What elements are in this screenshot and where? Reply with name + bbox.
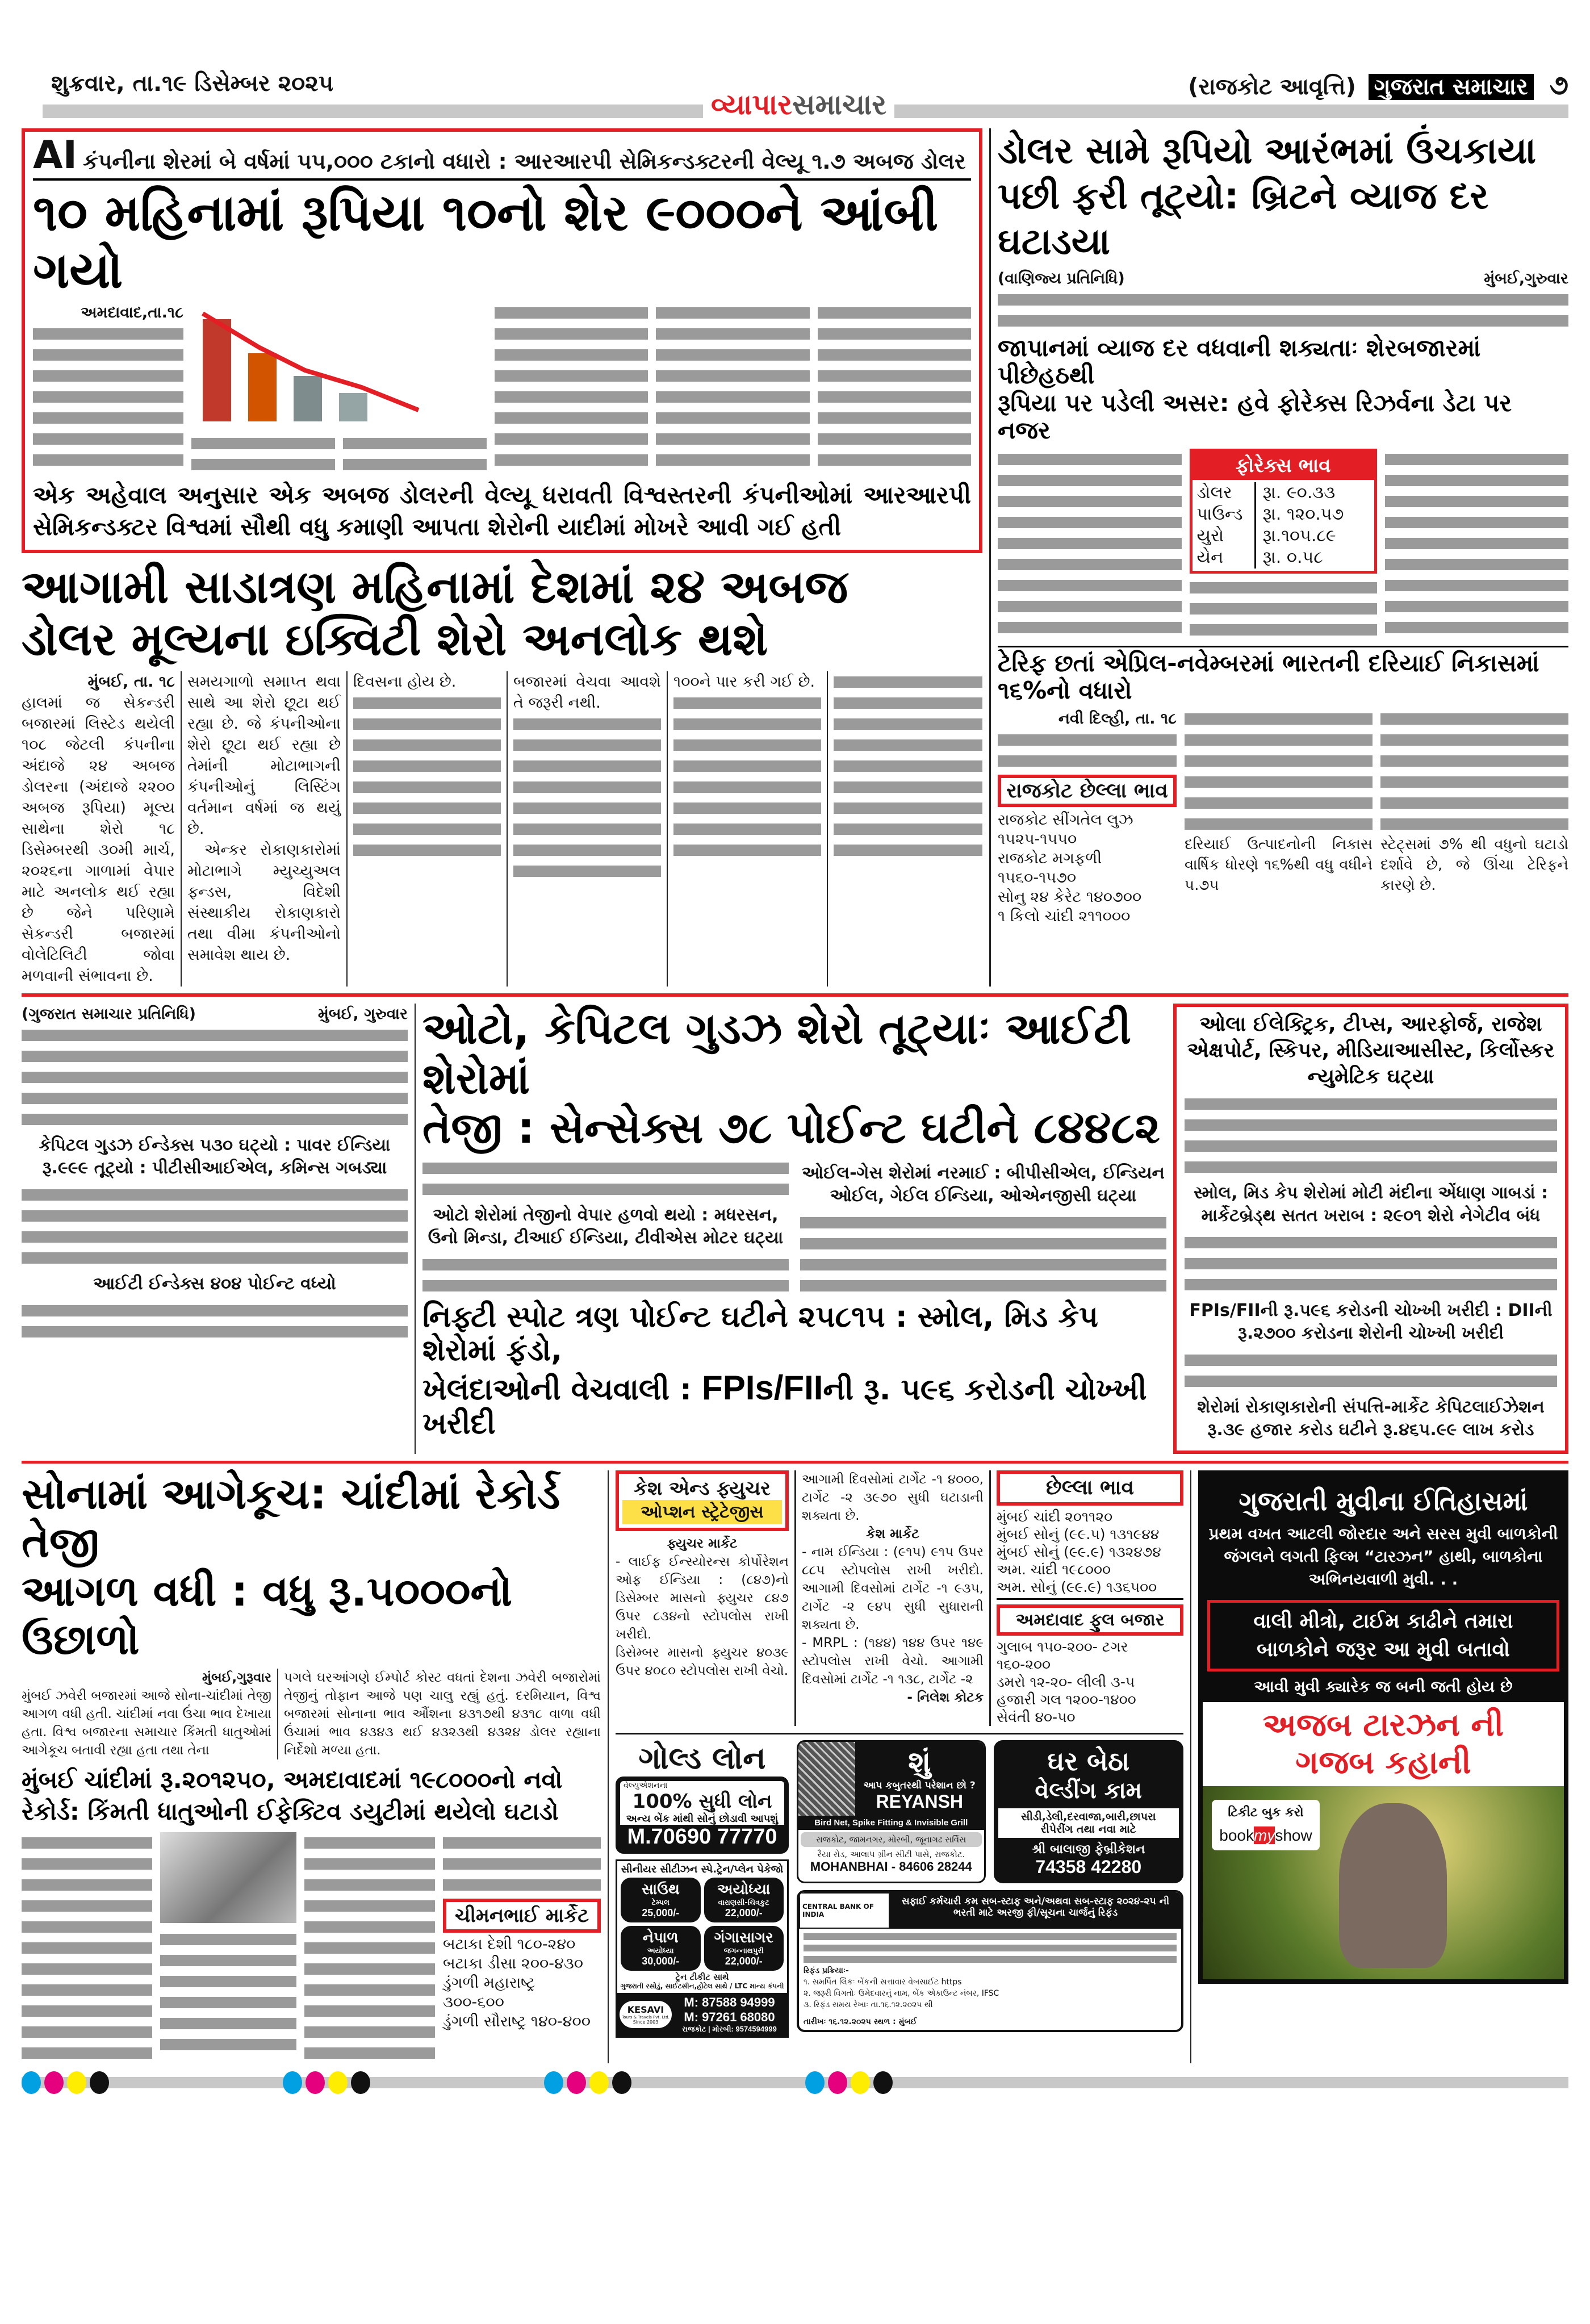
- registration-dot: [306, 2071, 325, 2094]
- rate-item: સેવંતી ૪૦-૫૦: [997, 1709, 1076, 1726]
- reyansh-question: આપ કબુતરથી પરેશાન છો ?: [863, 1780, 976, 1792]
- tours-phone: M: 97261 68080: [684, 2010, 775, 2025]
- bookmyshow-logo[interactable]: bookmyshow: [1219, 1826, 1312, 1845]
- book-ticket-text: ટિકીટ બુક કરો: [1228, 1805, 1304, 1820]
- rate-item: અમ. સોનું (૯૯.૯) ૧૩૬૫૦૦: [997, 1579, 1157, 1596]
- rate-item: ડમરો ૧૨-૨૦- લીલી ૩-૫: [997, 1674, 1135, 1691]
- welding-title-2: વેલ્ડીંગ કામ: [1035, 1778, 1143, 1804]
- nifty-headline-2b: FPIs/FII: [702, 1369, 823, 1407]
- registration-dot: [90, 2071, 109, 2094]
- bank-head: રિફંડ પ્રક્રિયાઃ-: [804, 1966, 849, 1976]
- gold-loan-ad: [616, 1740, 789, 1854]
- article-body-text: [1385, 449, 1569, 638]
- cash-head: કેશ માર્કેટ: [866, 1527, 919, 1542]
- section-logo-a: વ્યાપાર: [711, 88, 792, 121]
- nifty-headline-2a: ખેલંદાઓની વેચવાલી :: [422, 1373, 702, 1407]
- unlock-headline-1: આગામી સાડાત્રણ મહિનામાં દેશમાં ૨૪ અબજ: [22, 561, 848, 614]
- unlock-paragraph: સમયગાળો સમાપ્ત થવા સાથે આ શેરો છૂટા થઈ રહ્યા છે. જે કંપનીઓના શેરો છૂટા થઈ રહ્યા છે તેમાંની મોટાભાગની કંપનીઓનું લિસ્ટિંગ વર્તમાન વર્ષમાં જ થયું છે.: [187, 673, 341, 838]
- article-body-text: [1185, 1093, 1557, 1177]
- marine-dateline: નવી દિલ્હી, તા. ૧૮: [1058, 709, 1177, 728]
- kicker-prefix: AI: [33, 133, 77, 178]
- last-rates-title: છેલ્લા ભાવ: [997, 1470, 1183, 1506]
- tour-package-tile: [704, 1878, 784, 1922]
- section-logo: [703, 86, 894, 123]
- rate-item: અમ. ચાંદી ૧૯૮૦૦૦: [997, 1561, 1111, 1578]
- bank-point: ૩. રિફંડ સમય રેખાઃ તા.૧૬.૧૨.૨૦૨૫ થી: [804, 2000, 933, 2010]
- registration-dot: [567, 2071, 586, 2094]
- forex-title: ફોરેક્સ ભાવ: [1192, 452, 1374, 480]
- rajkot-rates: [998, 775, 1177, 926]
- ola-subhead: FPIs/FIIની રૂ.૫૯૬ કરોડની ચોખ્ખી ખરીદી : DIIની રૂ.૨૭૦૦ કરોડના શેરોની ચોખ્ખી ખરીદી: [1189, 1301, 1553, 1344]
- registration-dot: [805, 2071, 825, 2094]
- rrp-headline: ૧૦ મહિનામાં રૂપિયા ૧૦નો શેર ૯૦૦૦ને આંબી ગયો: [33, 183, 939, 300]
- rrp-dateline: અમદાવાદ,તા.૧૮: [81, 304, 183, 322]
- tour-destination: નેપાળ: [642, 1929, 679, 1947]
- rate-item: મુંબઈ સોનું (૯૯.૯) ૧૩૨૪૭૪: [997, 1544, 1161, 1561]
- rate-item: ગુલાબ ૧૫૦-૨૦૦- ટગર ૧૬૦-૨૦૦: [997, 1638, 1128, 1673]
- reyansh-ad: [797, 1740, 986, 1883]
- registration-dot: [283, 2071, 302, 2094]
- registration-dot: [612, 2071, 631, 2094]
- sensex-headline-2: તેજી : સેન્સેક્સ ૭૮ પોઈન્ટ ઘટીને ૮૪૪૮૨: [422, 1102, 1160, 1153]
- tour-price: 22,000/-: [725, 1955, 763, 1967]
- unlock-dateline: મુંબઈ, તા. ૧૮: [87, 673, 175, 691]
- bank-footer: તારીખઃ ૧૬.૧૨.૨૦૨૫ સ્થળ : મુંબઈ: [804, 2017, 917, 2027]
- rate-item: બટાકા દેશી ૧૮૦-૨૪૦: [443, 1935, 576, 1953]
- future-tip: - લાઈફ ઈન્સ્યોરન્સ કોર્પોરેશન ઓફ ઈન્ડિયા : (૮૪૭)નો ડિસેમ્બર માસનો ફ્યુચર ૮૪૭ ઉપર ૮૩૪નો સ્ટોપલોસ રાખી ખરીદો.: [616, 1554, 789, 1642]
- ola-subhead: સ્મોલ, મિડ કેપ શેરોમાં મોટી મંદીના એંધાણ ગાબડાં : માર્કેટબ્રેડ્થ સતત ખરાબ : ૨૯૦૧ શેરો નેગેટીવ બંધ: [1193, 1183, 1549, 1226]
- article-body-text: [422, 1157, 789, 1199]
- tour-package-tile: [704, 1926, 784, 1971]
- kicker: કંપનીના શેરમાં બે વર્ષમાં ૫૫,૦૦૦ ટકાનો વધારો : આરઆરપી સેમિકન્ડક્ટરની વેલ્યૂ ૧.૭ અબજ ડોલર: [82, 149, 966, 174]
- marine-headline: ટેરિફ છતાં એપ્રિલ-નવેમ્બરમાં ભારતની દરિયાઈ નિકાસમાં ૧૬%નો વધારો: [998, 649, 1539, 705]
- registration-dot: [828, 2071, 847, 2094]
- falling-bars-illustration: [191, 302, 430, 427]
- tour-destination-sub: વારાણસી-ચિત્રકુટ: [718, 1899, 769, 1908]
- article-body-text: [818, 302, 971, 470]
- kesavi-logo: KESAVI: [627, 2004, 664, 2016]
- article-body-text: [1185, 708, 1373, 834]
- movie-title-2: ગજબ કહાની: [1295, 1744, 1471, 1782]
- article-body-text: [22, 1184, 408, 1268]
- paper-name: ગુજરાત સમાચાર: [1369, 74, 1534, 100]
- reyansh-services: Bird Net, Spike Fitting & Invisible Grill: [798, 1816, 984, 1830]
- article-body-text: [422, 1254, 789, 1296]
- article-body-text: [304, 1832, 435, 2063]
- rate-item: મુંબઈ ચાંદી ૨૦૧૧૨૦: [997, 1508, 1113, 1525]
- movie-title-1: અજબ ટારઝન ની: [1262, 1707, 1504, 1744]
- masthead: [1180, 69, 1568, 102]
- tour-destination: અયોધ્યા: [717, 1881, 771, 1899]
- bank-point: ૧. સમર્પિત લિંકઃ બેંકની સત્તાવાર વેબસાઈટ https: [804, 1978, 962, 1987]
- article-body-text: [998, 289, 1568, 331]
- kesavi-logo-sub: Tours & Travels Pvt. Ltd.: [622, 2015, 670, 2020]
- elephant-image: [1339, 1803, 1447, 1968]
- tour-price: 25,000/-: [642, 1907, 680, 1919]
- rate-item: ડુંગળી મહારાષ્ટ્ર ૩૦૦-૬૦૦: [443, 1974, 535, 2011]
- reyansh-area: રાજકોટ, જામનગર, મોરબી, જૂનાગઢ સર્વિસ: [801, 1832, 982, 1847]
- tours-phone: રાજકોટ | મોરબી: 9574594999: [682, 2025, 777, 2034]
- registration-marks: [283, 2071, 374, 2094]
- gold-loan-line: અન્ય બેંક માંથી સોનું છોડાવી આપશું: [626, 1813, 779, 1825]
- article-body-text: [191, 433, 335, 475]
- unlock-paragraph: દિવસના હોય છે.: [353, 673, 457, 691]
- ola-headline: ઓલા ઈલેક્ટ્રિક, ટીપ્સ, આરફોર્જ, રાજેશ એક્ષપોર્ટ, સ્કિપર, મીડિયાઆસીસ્ટ, કિર્લોસ્કર ન્યુમેટિક ઘટ્યા: [1187, 1013, 1555, 1089]
- rupee-subhead-2: રૂપિયા પર પડેલી અસર: હવે ફોરેક્સ રિઝર્વના ડેટા પર નજર: [998, 388, 1512, 444]
- forex-row: [1197, 504, 1370, 525]
- article-body-text: [998, 729, 1177, 771]
- sensex-subhead: કેપિટલ ગુડઝ ઈન્ડેક્સ ૫૩૦ ઘટ્યો : પાવર ઈન્ડિયા રૂ.૯૯૯ તૂટ્યો : પીટીસીઆઈએલ, કમિન્સ ગબડ્યા: [39, 1135, 391, 1178]
- gold-intro: પગલે ઘરઆંગણે ઈમ્પોર્ટ કોસ્ટ વધતાં દેશના ઝવેરી બજારોમાં તેજીનું તોફાન આજે પણ ચાલુ રહ્યું હતું. દરમિયાન, વિશ્વ બજારમાં સોનાના ભાવ ઔંશના ૪૩૧૭થી ૪૩૧૮ વાળા વધી ઉંચામાં ભાવ ૪૩૪૩ થઈ ૪૩૨૩થી ૪૩૨૪ ડોલર રહ્યાના નિર્દેશો મળ્યા હતા.: [277, 1669, 601, 1759]
- forex-row: [1197, 482, 1370, 504]
- welding-ad: [994, 1740, 1184, 1883]
- page-header: [22, 67, 1568, 126]
- reyansh-big: શું: [908, 1745, 931, 1780]
- tours-footer: ગુજરાતી રસોડું, સાઈટસીન,હોટેલ સાથે / LTC માન્ય કંપની: [620, 1982, 784, 1991]
- unlock-paragraph: એન્કર રોકાણકારોમાં મોટાભાગે મ્યુચ્યુઅલ ફન્ડસ, વિદેશી સંસ્થાકીય રોકાણકારો તથા વીમા કંપનીઓનો સમાવેશ થાય છે.: [187, 841, 341, 964]
- article-body-text: [1380, 708, 1568, 834]
- registration-dot: [351, 2071, 370, 2094]
- gold-headline-3: મુંબઈ ચાંદીમાં રૂ.૨૦૧૨૫૦, અમદાવાદમાં ૧૯૮૦૦૦નો નવો રેકોર્ડ: કિંમતી ધાતુઓની ઈફેક્ટિવ ડયુટીમાં થયેલો ઘટાડો: [22, 1765, 563, 1825]
- tour-destination-sub: ટેમ્પલ: [651, 1899, 670, 1908]
- article-body-text: [656, 302, 809, 470]
- rate-item: ૧ કિલો ચાંદી ૨૧૧૦૦૦: [998, 907, 1131, 925]
- cash-author: - નિલેશ કોટક: [907, 1690, 984, 1706]
- movie-t3: વાલી મીત્રો, ટાઈમ કાઢીને તમારા બાળકોને જરૂર આ મુવી બતાવો: [1207, 1600, 1559, 1671]
- tours-phone: M: 87588 94999: [684, 1995, 775, 2010]
- chimanbhai-title: ચીમનભાઈ માર્કેટ: [443, 1899, 601, 1933]
- currency-name: યેન: [1197, 547, 1256, 569]
- reyansh-contact: MOHANBHAI - 84606 28244: [810, 1859, 972, 1874]
- article-body-text: [22, 1832, 152, 2063]
- movie-t4: આવી મુવી ક્યારેક જ બની જતી હોય છે: [1254, 1677, 1513, 1696]
- unlock-paragraph: ૧૦૦ને પાર કરી ગઈ છે.: [673, 673, 815, 691]
- cash-tip: - નામ ઈન્ડિયા : (૯૧૫) ૯૧૫ ઉપર ૮૮૫ સ્ટોપલોસ રાખી ખરીદો. આગામી દિવસોમાં ટાર્ગેટ -૧ ૯૩૫, ટાર્ગેટ -૨ ૯૪૫ સુધી સુધારાની શક્યતા છે.: [802, 1545, 984, 1633]
- central-bank-notice: [797, 1890, 1183, 2032]
- marine-tail-2: સ્ટેટ્સમાં ૭% થી વધુનો ઘટાડો દર્શાવે છે, જે ઊંચા ટેરિફને કારણે છે.: [1380, 835, 1568, 894]
- tours-ad: [616, 1859, 789, 2038]
- bird-net-photo: [798, 1742, 855, 1816]
- registration-dot: [589, 2071, 609, 2094]
- rrp-summary: એક અહેવાલ અનુસાર એક અબજ ડોલરની વેલ્યૂ ધરાવતી વિશ્વસ્તરની કંપનીઓમાં આરઆરપી સેમિકન્ડક્ટર વિશ્વમાં સૌથી વધુ કમાણી આપતા શેરોની યાદીમાં મોખરે આવી ગઈ હતી: [33, 481, 971, 541]
- page-number: ૭: [1549, 69, 1568, 101]
- target-text: આગામી દિવસોમાં ટાર્ગેટ -૧ ૪૦૦૦, ટાર્ગેટ -૨ ૩૯૭૦ સુધી ઘટાડાની શક્યતા છે.: [802, 1472, 984, 1524]
- welding-phone: 74358 42280: [1035, 1857, 1142, 1878]
- gold-headline-2: આગળ વધી : વધુ રૂ.૫૦૦૦નો ઉછાળો: [22, 1566, 513, 1664]
- article-body-text: [1185, 1232, 1557, 1295]
- future-head: ફ્યુચર માર્કેટ: [667, 1536, 738, 1552]
- gold-loan-small: વેલ્યુએશનના: [624, 1781, 668, 1791]
- currency-rate: રૂા. ૯૦.૩૩: [1262, 483, 1336, 503]
- registration-marks: [22, 2071, 112, 2094]
- gold-loan-phone: M.70690 77770: [620, 1825, 784, 1849]
- rate-item: બટાકા ડીસા ૨૦૦-૪૩૦: [443, 1954, 583, 1972]
- flowers-title: અમદાવાદ ફુલ બજાર: [997, 1604, 1183, 1636]
- rate-item: સોનુ ૨૪ કેરેટ ૧૪૦૭૦૦: [998, 888, 1142, 906]
- registration-dot: [44, 2071, 64, 2094]
- currency-rate: રૂા. ૧૨૦.૫૭: [1262, 504, 1344, 525]
- currency-name: યુરો: [1197, 525, 1256, 547]
- registration-dot: [851, 2071, 870, 2094]
- article-body-text: [513, 713, 661, 881]
- currency-name: ડોલર: [1197, 482, 1256, 504]
- rate-item: રાજકોટ મગફળી ૧૫૬૦-૧૫૭૦: [998, 849, 1102, 887]
- edition: (રાજકોટ આવૃત્તિ): [1188, 74, 1356, 100]
- central-bank-logo: CENTRAL BANK OF INDIA: [799, 1892, 890, 1929]
- tour-destination-sub: જગન્નાથપુરી: [723, 1947, 764, 1956]
- ola-box: [1173, 1004, 1568, 1454]
- rupee-headline: ડોલર સામે રૂપિયો આરંભમાં ઉંચકાયા પછી ફરી તૂટ્યો: બ્રિટને વ્યાજ દર ઘટાડયા: [998, 130, 1537, 263]
- gold-loan-big: 100% સુધી લોન: [632, 1790, 772, 1813]
- tour-package-tile: [621, 1926, 701, 1971]
- page-date: શુક્રવાર, તા.૧૯ ડિસેમ્બર ૨૦૨૫: [51, 70, 333, 97]
- tour-destination: સાઉથ: [641, 1881, 680, 1899]
- tour-price: 22,000/-: [725, 1907, 763, 1919]
- currency-name: પાઉન્ડ: [1197, 504, 1256, 525]
- tarzan-movie-ad: [1198, 1470, 1568, 1984]
- nifty-headline-2: [422, 1368, 1166, 1441]
- welding-title-1: ઘર બેઠા: [1047, 1746, 1130, 1777]
- sensex-dateline-b: મુંબઈ, ગુરુવાર: [317, 1005, 408, 1023]
- welding-items: સીડી,ડેલી,દરવાજા,બારી,છાપરા: [1020, 1811, 1156, 1824]
- sensex-subhead: ઓટો શેરોમાં તેજીનો વેપાર હળવો થયો : મધરસન, ઉનો મિન્ડા, ટીઆઈ ઈન્ડિયા, ટીવીએસ મોટર ઘટ્યા: [428, 1205, 784, 1248]
- article-body-text: [998, 449, 1182, 638]
- registration-dot: [328, 2071, 348, 2094]
- gold-headline-1: સોનામાં આગેકૂચ: ચાંદીમાં રેકોર્ડ તેજી: [22, 1470, 560, 1568]
- registration-marks: [544, 2071, 635, 2094]
- nifty-headline-1: નિફ્ટી સ્પોટ ત્રણ પોઈન્ટ ઘટીને ૨૫૮૧૫ : સ્મોલ, મિડ કેપ શેરોમાં ફંડો,: [422, 1299, 1098, 1368]
- unlock-paragraph: હાલમાં જ સેકન્ડરી બજારમાં લિસ્ટેડ થયેલી ૧૦૮ જેટલી કંપનીના અંદાજે ૨૪ અબજ ડોલરના (અંદાજે ૨૨૦૦ અબજ રૂપિયા) મૂલ્ય સાથેના શેરો ૧૮ ડિસેમ્બરથી ૩૦મી માર્ચ, ૨૦૨૬ના ગાળામાં વેપાર માટે અનલોક થઈ રહ્યા છે જેને પરિણામે સેકન્ડરી બજારમાં વોલેટિલિટી જોવા મળવાની સંભાવના છે.: [22, 694, 175, 985]
- movie-t2: પ્રથમ વખત આટલી જોરદાર અને સરસ મુવી બાળકોની જંગલને લગતી ફિલ્મ “ટારઝન” હાથી, બાળકોના અભિનયવાળી મુવી. . .: [1208, 1524, 1558, 1589]
- article-body-text: [800, 1212, 1166, 1296]
- article-body-text: [1190, 577, 1377, 640]
- registration-dot: [67, 2071, 86, 2094]
- rate-item: મુંબઈ સોનું (૯૯.૫) ૧૩૧૯૪૪: [997, 1526, 1160, 1543]
- rajkot-title: રાજકોટ છેલ્લા ભાવ: [998, 775, 1177, 807]
- movie-poster: [1203, 1786, 1564, 1979]
- article-body-text: [353, 692, 501, 860]
- forex-row: [1197, 547, 1370, 569]
- reyansh-address: રૈયા રોડ, આલાપ ગ્રીન સીટી પાસે, રાજકોટ.: [817, 1849, 965, 1860]
- rate-item: ડુંગળી સૌરાષ્ટ્ર ૧૪૦-૪૦૦: [443, 2012, 591, 2030]
- article-body-text: [804, 1931, 1177, 1965]
- silver-bars-photo: [160, 1832, 296, 1923]
- print-strip: [22, 2071, 1568, 2094]
- currency-rate: રૂા.૧૦૫.૮૯: [1262, 526, 1336, 546]
- article-body-text: [1185, 1349, 1557, 1391]
- tours-title: સીનીયર સીટીઝન સ્પે.ટ્રેન/પ્લેન પેકેજો: [621, 1863, 784, 1876]
- rupee-subhead-1: જાપાનમાં વ્યાજ દર વધવાની શક્યતાઃ શેરબજારમાં પીછેહઠથી: [998, 334, 1481, 390]
- forex-row: [1197, 525, 1370, 547]
- rate-item: હજારી ગલ ૧૨૦૦-૧૪૦૦: [997, 1691, 1136, 1708]
- currency-rate: રૂા. ૦.૫૮: [1262, 547, 1323, 568]
- article-body-text: [343, 433, 487, 475]
- sensex-headline-1: ઓટો, કેપિટલ ગુડઝ શેરો તૂટ્યાઃ આઈટી શેરોમાં: [422, 1003, 1132, 1104]
- registration-dot: [544, 2071, 563, 2094]
- article-body-text: [22, 1025, 408, 1130]
- tour-destination-sub: અયોધ્યા: [647, 1947, 674, 1956]
- article-body-text: [495, 302, 648, 470]
- article-body-text: [22, 1300, 408, 1342]
- cash-subtitle: ઓપ્શન સ્ટ્રેટેજીસ: [622, 1500, 782, 1524]
- kesavi-since: Since 2003: [633, 2020, 659, 2025]
- article-body-text: [160, 1929, 296, 2055]
- gold-intro: મુંબઈ ઝવેરી બજારમાં આજે સોના-ચાંદીમાં તેજી આગળ વધી હતી. ચાંદીમાં નવા ઉંચા ભાવ દેખાયા હતા. વિશ્વ બજારના સમાચાર કિંમતી ધાતુઓમાં આગેકૂચ બતાવી રહ્યા હતા તથા તેના: [22, 1688, 271, 1758]
- bank-point: ૨. જરૂરી વિગતોઃ ઉમેદવારનું નામ, બેંક એકાઉન્ટ નંબર, IFSC: [804, 1989, 999, 1999]
- chimanbhai-market: [443, 1899, 601, 2032]
- sensex-subhead: આઈટી ઈન્ડેક્સ ૪૦૪ પોઈન્ટ વધ્યો: [93, 1274, 336, 1294]
- gold-loan-title: ગોલ્ડ લોન: [638, 1740, 766, 1777]
- sensex-subhead: ઓઈલ-ગેસ શેરોમાં નરમાઈ : બીપીસીએલ, ઈન્ડિયન ઓઈલ, ગેઈલ ઈન્ડિયા, ઓએનજીસી ઘટ્યા: [802, 1163, 1165, 1206]
- tour-price: 30,000/-: [642, 1955, 680, 1967]
- article-body-text: [834, 671, 982, 860]
- forex-box: [1190, 449, 1377, 574]
- rupee-dateline-b: મુંબઈ,ગુરુવાર: [1484, 270, 1568, 287]
- cash-tip: - MRPL : (૧૪૪) ૧૪૪ ઉપર ૧૪૯ સ્ટોપલોસ રાખી વેચો. આગામી દિવસોમાં ટાર્ગેટ -૧ ૧૩૮, ટાર્ગેટ -૨: [802, 1636, 984, 1687]
- unlock-paragraph: બજારમાં વેચવા આવશે તે જરૂરી નથી.: [513, 673, 661, 712]
- section-logo-b: સમાચાર: [792, 88, 887, 121]
- welding-firm: શ્રી બાલાજી ફેબ્રીકેશન: [1032, 1842, 1145, 1857]
- article-body-text: [33, 323, 183, 471]
- welding-line: રીપેરીંગ તથા નવા માટે: [1040, 1823, 1136, 1836]
- ola-subhead: શેરોમાં રોકાણકારોની સંપત્તિ-માર્કેટ કેપિટલાઈઝેશન રૂ.૩૯ હજાર કરોડ ઘટીને રૂ.૪૬૫.૯૯ લાખ કરોડ: [1197, 1397, 1545, 1440]
- last-rates: [997, 1470, 1183, 1726]
- registration-dot: [873, 2071, 893, 2094]
- unlock-headline-2: ડોલર મૂલ્યના ઇક્વિટી શેરો અનલોક થશે: [22, 613, 768, 666]
- tour-package-tile: [621, 1878, 701, 1922]
- registration-marks: [805, 2071, 896, 2094]
- nifty-headline-2c: ની રૂ. ૫૯૬ કરોડની ચોખ્ખી ખરીદી: [422, 1373, 1147, 1441]
- article-body-text: [443, 1832, 601, 1895]
- tour-destination: ગંગાસાગર: [714, 1929, 773, 1947]
- future-tip-end: ડિસેમ્બર માસનો ફ્યુચર ૪૦૩૯ ઉપર ૪૦૮૦ સ્ટોપલોસ રાખી વેચો.: [616, 1645, 789, 1679]
- marine-tail-1: દરિયાઈ ઉત્પાદનોની નિકાસ વાર્ષિક ધોરણે ૧૬%થી વધુ વધીને ૫.૭૫: [1185, 835, 1373, 894]
- cash-title: કેશ એન્ડ ફ્યુચર: [634, 1477, 771, 1500]
- registration-dot: [22, 2071, 41, 2094]
- rate-item: રાજકોટ સીંગતેલ લુઝ ૧૫૨૫-૧૫૫૦: [998, 810, 1133, 848]
- article-body-text: [673, 692, 821, 860]
- tours-center: ટ્રેન ટીકીટ સાથે: [675, 1972, 729, 1983]
- rupee-dateline-a: (વાણિજ્ય પ્રતિનિધિ): [998, 270, 1125, 287]
- rrp-article: [22, 128, 982, 553]
- reyansh-brand: REYANSH: [876, 1791, 964, 1812]
- cash-future-box: [616, 1470, 789, 1531]
- movie-t1: ગુજરાતી મુવીના ઈતિહાસમાં: [1238, 1486, 1528, 1517]
- bank-title: સફાઈ કર્મચારી કમ સબ-સ્ટાફ અને/અથવા સબ-સ્ટાફ ૨૦૨૪-૨૫ ની ભરતી માટે અરજી ફી/સૂચના ચાર્જનું રિફંડ: [901, 1896, 1170, 1919]
- gold-dateline: મુંબઈ,ગુરૂવાર: [202, 1670, 271, 1685]
- sensex-dateline-a: (ગુજરાત સમાચાર પ્રતિનિધિ): [22, 1005, 196, 1023]
